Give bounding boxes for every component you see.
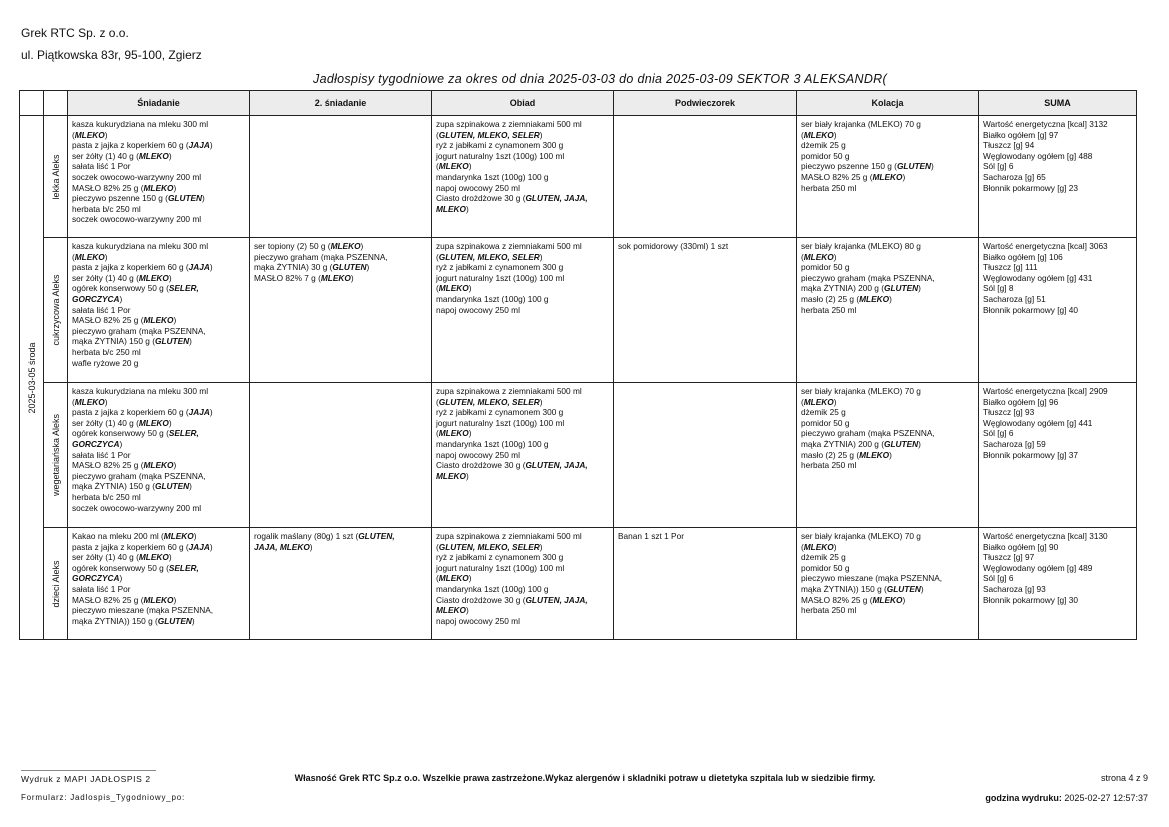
menu-line: pieczywo graham (mąka PSZENNA,: [72, 470, 206, 481]
menu-line: zupa szpinakowa z ziemniakami 500 ml: [436, 241, 582, 251]
allergen: JAJA: [188, 140, 210, 151]
menu-line: pasta z jajka z koperkiem 60 g (JAJA): [72, 262, 213, 273]
allergen: GLUTEN,: [358, 531, 395, 541]
allergen: GLUTEN: [886, 583, 921, 594]
menu-line: Błonnik pokarmowy [g] 30: [983, 594, 1079, 605]
meal-cell: [797, 383, 979, 528]
allergen: MLEKO: [872, 594, 903, 605]
allergen: MLEKO: [872, 171, 903, 182]
menu-line: sałata liść 1 Por: [72, 449, 131, 460]
diet-row: [20, 238, 1137, 383]
allergen: JAJA: [188, 407, 210, 418]
menu-line: zupa szpinakowa z ziemniakami 500 ml: [436, 119, 582, 129]
allergen: GLUTEN: [167, 193, 203, 204]
meal-cell: [432, 116, 614, 238]
meal-cell: [614, 528, 797, 640]
meal-cell: [614, 383, 797, 528]
corner-cell: [44, 91, 68, 116]
meal-cell: [68, 116, 250, 238]
menu-line: ryż z jabłkami z cynamonem 300 g: [436, 552, 564, 563]
menu-line: ogórek konserwowy 50 g (SELER,: [72, 283, 199, 294]
menu-line: Białko ogółem [g] 106: [983, 251, 1063, 262]
company-address: ul. Piątkowska 83r, 95-100, Zgierz: [21, 48, 202, 62]
menu-line: pieczywo graham (mąka PSZENNA,: [254, 251, 388, 262]
allergen: GLUTEN, JAJA,: [525, 594, 588, 605]
menu-line: (MLEKO): [801, 251, 837, 262]
allergen: MLEKO: [436, 605, 466, 616]
document-title: Jadłospisy tygodniowe za okres od dnia 2025-03-03 do dnia 2025-03-09 SEKTOR 3 ALEKSANDR(: [313, 72, 887, 86]
menu-line: Kakao na mleku 200 ml (MLEKO): [72, 531, 197, 541]
menu-line: Tłuszcz [g] 94: [983, 140, 1035, 151]
menu-line: soczek owocowo-warzywny 200 ml: [72, 214, 202, 225]
menu-line: herbata b/c 250 ml: [72, 491, 141, 502]
allergen: GLUTEN, JAJA,: [525, 193, 588, 204]
menu-line: ryż z jabłkami z cynamonem 300 g: [436, 140, 564, 151]
menu-line: dżemik 25 g: [801, 407, 846, 418]
menu-line: Sól [g] 6: [983, 161, 1014, 172]
allergen: MLEKO: [803, 251, 834, 262]
menu-line: zupa szpinakowa z ziemniakami 500 ml: [436, 531, 582, 541]
allergen: MLEKO: [438, 428, 469, 439]
allergen: MLEKO: [143, 460, 174, 471]
allergen: GLUTEN: [896, 161, 932, 172]
menu-line: ogórek konserwowy 50 g (SELER,: [72, 562, 199, 573]
allergen: MLEKO: [330, 241, 361, 251]
menu-line: Sól [g] 6: [983, 428, 1014, 439]
menu-line: herbata 250 ml: [801, 460, 857, 471]
meal-cell: [250, 528, 432, 640]
weekly-menu-table: [19, 90, 1137, 640]
allergen: MLEKO: [138, 552, 169, 563]
meal-cell: [432, 238, 614, 383]
menu-line: herbata 250 ml: [801, 605, 857, 616]
ownership-notice: Własność Grek RTC Sp.z o.o. Wszelkie prawa zastrzeżone.Wykaz alergenów i skladniki potraw u dietetyka szpitala lub w siedzibie firmy.: [294, 773, 876, 783]
menu-line: dżemik 25 g: [801, 552, 846, 563]
menu-line: Wartość energetyczna [kcal] 3132: [983, 119, 1108, 129]
allergen: MLEKO: [859, 449, 890, 460]
menu-line: dżemik 25 g: [801, 140, 846, 151]
menu-line: masło (2) 25 g (MLEKO): [801, 449, 892, 460]
meal-cell: [68, 528, 250, 640]
menu-line: pasta z jajka z koperkiem 60 g (JAJA): [72, 140, 213, 151]
menu-line: kasza kukurydziana na mleku 300 ml: [72, 119, 209, 129]
menu-line: MLEKO): [436, 605, 469, 616]
menu-line: Sacharoza [g] 65: [983, 171, 1046, 182]
menu-line: napoj owocowy 250 ml: [436, 304, 520, 315]
allergen: GLUTEN: [155, 336, 190, 347]
menu-line: pasta z jajka z koperkiem 60 g (JAJA): [72, 407, 213, 418]
allergen: GLUTEN: [884, 283, 919, 294]
column-header: Obiad: [432, 91, 614, 116]
menu-line: Wartość energetyczna [kcal] 3063: [983, 241, 1108, 251]
diet-name: dzieci Aleks: [50, 559, 61, 608]
menu-line: mąka ŻYTNIA) 30 g (GLUTEN): [254, 262, 370, 273]
meal-cell: [68, 238, 250, 383]
menu-line: MASŁO 82% 25 g (MLEKO): [72, 315, 177, 326]
menu-line: pomidor 50 g: [801, 417, 850, 428]
allergen: GLUTEN: [332, 262, 367, 273]
menu-line: MLEKO): [436, 470, 469, 481]
menu-line: Błonnik pokarmowy [g] 23: [983, 182, 1079, 193]
meal-cell: [250, 383, 432, 528]
menu-line: MASŁO 82% 25 g (MLEKO): [801, 171, 906, 182]
menu-line: jogurt naturalny 1szt (100g) 100 ml: [436, 417, 565, 428]
menu-line: pieczywo graham (mąka PSZENNA,: [72, 325, 206, 336]
menu-line: mąka ŻYTNIA) 200 g (GLUTEN): [801, 283, 921, 294]
diet-name-cell: [44, 383, 68, 528]
printout-source: Wydruk z MAPI JADŁOSPIS 2: [21, 770, 156, 784]
allergen: MLEKO: [143, 182, 174, 193]
menu-line: (MLEKO): [436, 573, 472, 584]
menu-line: ser żółty (1) 40 g (MLEKO): [72, 150, 172, 161]
allergen: MLEKO: [74, 396, 105, 407]
menu-line: wafle ryżowe 20 g: [72, 357, 139, 368]
diet-row: [20, 116, 1137, 238]
menu-line: ser topiony (2) 50 g (MLEKO): [254, 241, 364, 251]
menu-line: MASŁO 82% 7 g (MLEKO): [254, 272, 354, 283]
allergen: JAJA: [188, 541, 210, 552]
nutrition-summary-cell: [979, 238, 1137, 383]
allergen: MLEKO: [320, 272, 351, 283]
menu-line: herbata 250 ml: [801, 182, 857, 193]
diet-name: cukrzycowa Aleks: [50, 274, 61, 346]
allergen: SELER,: [168, 428, 199, 439]
menu-line: (MLEKO): [72, 129, 108, 140]
print-time: [985, 793, 1148, 803]
menu-line: (MLEKO): [436, 283, 472, 294]
menu-line: ser biały krajanka (MLEKO) 70 g: [801, 386, 921, 396]
menu-line: Ciasto drożdżowe 30 g (GLUTEN, JAJA,: [436, 193, 588, 204]
menu-line: Sól [g] 8: [983, 283, 1014, 294]
allergen: JAJA, MLEKO: [254, 541, 310, 552]
diet-name: lekka Aleks: [50, 153, 61, 200]
menu-line: (MLEKO): [801, 129, 837, 140]
menu-line: (MLEKO): [436, 428, 472, 439]
menu-line: ser biały krajanka (MLEKO) 70 g: [801, 531, 921, 541]
menu-line: mąka ŻYTNIA) 150 g (GLUTEN): [72, 336, 192, 347]
diet-name-cell: [44, 528, 68, 640]
meal-cell: [250, 116, 432, 238]
menu-line: ser biały krajanka (MLEKO) 70 g: [801, 119, 921, 129]
menu-line: (MLEKO): [72, 251, 108, 262]
menu-line: Sacharoza [g] 51: [983, 293, 1046, 304]
menu-line: Wartość energetyczna [kcal] 3130: [983, 531, 1108, 541]
menu-line: sok pomidorowy (330ml) 1 szt: [618, 241, 729, 251]
menu-line: kasza kukurydziana na mleku 300 ml: [72, 241, 209, 251]
allergen: SELER,: [168, 562, 199, 573]
menu-line: mandarynka 1szt (100g) 100 g: [436, 171, 549, 182]
menu-line: Węglowodany ogółem [g] 488: [983, 150, 1093, 161]
meal-cell: [250, 238, 432, 383]
allergen: MLEKO: [74, 251, 105, 262]
meal-cell: [797, 116, 979, 238]
menu-line: herbata 250 ml: [801, 304, 857, 315]
allergen: GLUTEN, MLEKO, SELER: [438, 251, 540, 262]
menu-line: rogalik maślany (80g) 1 szt (GLUTEN,: [254, 531, 395, 541]
menu-line: (GLUTEN, MLEKO, SELER): [436, 541, 543, 552]
column-header: SUMA: [979, 91, 1137, 116]
menu-line: Węglowodany ogółem [g] 431: [983, 272, 1093, 283]
menu-line: mąka ŻYTNIA) 200 g (GLUTEN): [801, 438, 921, 449]
menu-line: mąka ŻYTNIA) 150 g (GLUTEN): [72, 481, 192, 492]
menu-line: pieczywo graham (mąka PSZENNA,: [801, 272, 935, 283]
page-number: strona 4 z 9: [1100, 773, 1148, 783]
menu-line: herbata b/c 250 ml: [72, 203, 141, 214]
allergen: GLUTEN, MLEKO, SELER: [438, 129, 540, 140]
menu-line: soczek owocowo-warzywny 200 ml: [72, 171, 202, 182]
allergen: MLEKO: [803, 129, 834, 140]
menu-line: Wartość energetyczna [kcal] 2909: [983, 386, 1108, 396]
menu-line: napoj owocowy 250 ml: [436, 615, 520, 626]
menu-line: mąka ŻYTNIA)) 150 g (GLUTEN): [801, 583, 924, 594]
allergen: MLEKO: [143, 315, 174, 326]
allergen: GORCZYCA: [72, 293, 120, 304]
menu-line: Tłuszcz [g] 93: [983, 407, 1035, 418]
menu-line: pieczywo pszenne 150 g (GLUTEN): [801, 161, 934, 172]
menu-line: (MLEKO): [801, 396, 837, 407]
menu-line: mandarynka 1szt (100g) 100 g: [436, 438, 549, 449]
menu-line: sałata liść 1 Por: [72, 583, 131, 594]
menu-line: (GLUTEN, MLEKO, SELER): [436, 396, 543, 407]
nutrition-summary-cell: [979, 528, 1137, 640]
footer-left: [21, 770, 185, 802]
nutrition-summary-cell: [979, 383, 1137, 528]
date-cell: [20, 116, 44, 640]
allergen: GLUTEN: [157, 615, 192, 626]
allergen: MLEKO: [438, 573, 469, 584]
allergen: MLEKO: [438, 161, 469, 172]
menu-line: Sacharoza [g] 59: [983, 438, 1046, 449]
menu-line: kasza kukurydziana na mleku 300 ml: [72, 386, 209, 396]
allergen: MLEKO: [436, 470, 466, 481]
allergen: MLEKO: [859, 293, 890, 304]
menu-line: (MLEKO): [72, 396, 108, 407]
diet-name-cell: [44, 116, 68, 238]
corner-cell: [20, 91, 44, 116]
menu-line: jogurt naturalny 1szt (100g) 100 ml: [436, 562, 565, 573]
menu-line: JAJA, MLEKO): [254, 541, 313, 552]
menu-line: ser żółty (1) 40 g (MLEKO): [72, 552, 172, 563]
meal-cell: [797, 238, 979, 383]
meal-cell: [432, 383, 614, 528]
column-header: Kolacja: [797, 91, 979, 116]
company-name: Grek RTC Sp. z o.o.: [21, 26, 129, 40]
menu-line: MASŁO 82% 25 g (MLEKO): [72, 182, 177, 193]
menu-line: ser żółty (1) 40 g (MLEKO): [72, 417, 172, 428]
meal-cell: [432, 528, 614, 640]
menu-line: ryż z jabłkami z cynamonem 300 g: [436, 262, 564, 273]
menu-line: GORCZYCA): [72, 293, 123, 304]
menu-line: pieczywo mieszane (mąka PSZENNA,: [801, 573, 943, 584]
menu-line: Sól [g] 6: [983, 573, 1014, 584]
menu-line: (GLUTEN, MLEKO, SELER): [436, 129, 543, 140]
menu-line: Ciasto drożdżowe 30 g (GLUTEN, JAJA,: [436, 460, 588, 471]
allergen: MLEKO: [436, 203, 466, 214]
menu-line: herbata b/c 250 ml: [72, 346, 141, 357]
diet-row: [20, 528, 1137, 640]
column-header: 2. śniadanie: [250, 91, 432, 116]
menu-line: Białko ogółem [g] 97: [983, 129, 1059, 140]
menu-line: jogurt naturalny 1szt (100g) 100 ml: [436, 150, 565, 161]
allergen: MLEKO: [138, 150, 169, 161]
menu-line: MASŁO 82% 25 g (MLEKO): [72, 594, 177, 605]
menu-line: ser biały krajanka (MLEKO) 80 g: [801, 241, 921, 251]
meal-cell: [68, 383, 250, 528]
menu-line: sałata liść 1 Por: [72, 304, 131, 315]
menu-line: (GLUTEN, MLEKO, SELER): [436, 251, 543, 262]
menu-line: mandarynka 1szt (100g) 100 g: [436, 293, 549, 304]
diet-row: [20, 383, 1137, 528]
menu-line: Błonnik pokarmowy [g] 37: [983, 449, 1079, 460]
menu-line: GORCZYCA): [72, 438, 123, 449]
menu-line: jogurt naturalny 1szt (100g) 100 ml: [436, 272, 565, 283]
allergen: GLUTEN, MLEKO, SELER: [438, 541, 540, 552]
allergen: GORCZYCA: [72, 573, 120, 584]
company-header: [21, 22, 202, 66]
menu-line: pomidor 50 g: [801, 562, 850, 573]
menu-line: GORCZYCA): [72, 573, 123, 584]
menu-line: pomidor 50 g: [801, 262, 850, 273]
diet-name: wegetariańska Aleks: [50, 413, 61, 497]
menu-line: ser żółty (1) 40 g (MLEKO): [72, 272, 172, 283]
meal-cell: [614, 116, 797, 238]
menu-line: (MLEKO): [801, 541, 837, 552]
menu-line: Sacharoza [g] 93: [983, 583, 1046, 594]
allergen: GLUTEN: [155, 481, 190, 492]
menu-line: napoj owocowy 250 ml: [436, 449, 520, 460]
menu-line: Węglowodany ogółem [g] 489: [983, 562, 1093, 573]
menu-line: mandarynka 1szt (100g) 100 g: [436, 583, 549, 594]
menu-line: ryż z jabłkami z cynamonem 300 g: [436, 407, 564, 418]
column-header: Podwieczorek: [614, 91, 797, 116]
menu-line: Tłuszcz [g] 111: [983, 262, 1038, 273]
menu-line: sałata liść 1 Por: [72, 161, 131, 172]
allergen: SELER,: [168, 283, 199, 294]
column-header: Śniadanie: [68, 91, 250, 116]
meal-cell: [797, 528, 979, 640]
menu-line: soczek owocowo-warzywny 200 ml: [72, 502, 202, 513]
allergen: MLEKO: [74, 129, 105, 140]
menu-line: Białko ogółem [g] 96: [983, 396, 1059, 407]
menu-line: Błonnik pokarmowy [g] 40: [983, 304, 1079, 315]
menu-line: pieczywo pszenne 150 g (GLUTEN): [72, 193, 205, 204]
allergen: GORCZYCA: [72, 438, 120, 449]
menu-line: ogórek konserwowy 50 g (SELER,: [72, 428, 199, 439]
menu-line: Węglowodany ogółem [g] 441: [983, 417, 1093, 428]
allergen: MLEKO: [163, 531, 194, 541]
menu-line: MASŁO 82% 25 g (MLEKO): [801, 594, 906, 605]
allergen: JAJA: [188, 262, 210, 273]
nutrition-summary-cell: [979, 116, 1137, 238]
form-name: Formularz: Jadlospis_Tygodniowy_po:: [21, 793, 186, 802]
allergen: MLEKO: [143, 594, 174, 605]
menu-line: pomidor 50 g: [801, 150, 850, 161]
allergen: MLEKO: [138, 417, 169, 428]
diet-name-cell: [44, 238, 68, 383]
allergen: MLEKO: [138, 272, 169, 283]
print-time-label: godzina wydruku:: [985, 793, 1062, 803]
menu-line: zupa szpinakowa z ziemniakami 500 ml: [436, 386, 582, 396]
menu-line: Białko ogółem [g] 90: [983, 541, 1059, 552]
allergen: MLEKO: [803, 396, 834, 407]
menu-line: pasta z jajka z koperkiem 60 g (JAJA): [72, 541, 213, 552]
menu-line: masło (2) 25 g (MLEKO): [801, 293, 892, 304]
menu-line: MASŁO 82% 25 g (MLEKO): [72, 460, 177, 471]
menu-line: napoj owocowy 250 ml: [436, 182, 520, 193]
menu-line: pieczywo mieszane (mąka PSZENNA,: [72, 605, 214, 616]
print-time-value: 2025-02-27 12:57:37: [1064, 793, 1148, 803]
meal-cell: [614, 238, 797, 383]
menu-line: pieczywo graham (mąka PSZENNA,: [801, 428, 935, 439]
menu-line: Banan 1 szt 1 Por: [618, 531, 684, 541]
menu-line: Tłuszcz [g] 97: [983, 552, 1035, 563]
allergen: MLEKO: [803, 541, 834, 552]
allergen: GLUTEN, MLEKO, SELER: [438, 396, 540, 407]
header-row: [20, 91, 1137, 116]
menu-line: MLEKO): [436, 203, 469, 214]
allergen: GLUTEN, JAJA,: [525, 460, 588, 471]
menu-line: (MLEKO): [436, 161, 472, 172]
date-label: 2025-03-05 środa: [26, 341, 37, 414]
menu-line: Ciasto drożdżowe 30 g (GLUTEN, JAJA,: [436, 594, 588, 605]
menu-line: mąka ŻYTNIA)) 150 g (GLUTEN): [72, 615, 195, 626]
allergen: GLUTEN: [884, 438, 919, 449]
allergen: MLEKO: [438, 283, 469, 294]
